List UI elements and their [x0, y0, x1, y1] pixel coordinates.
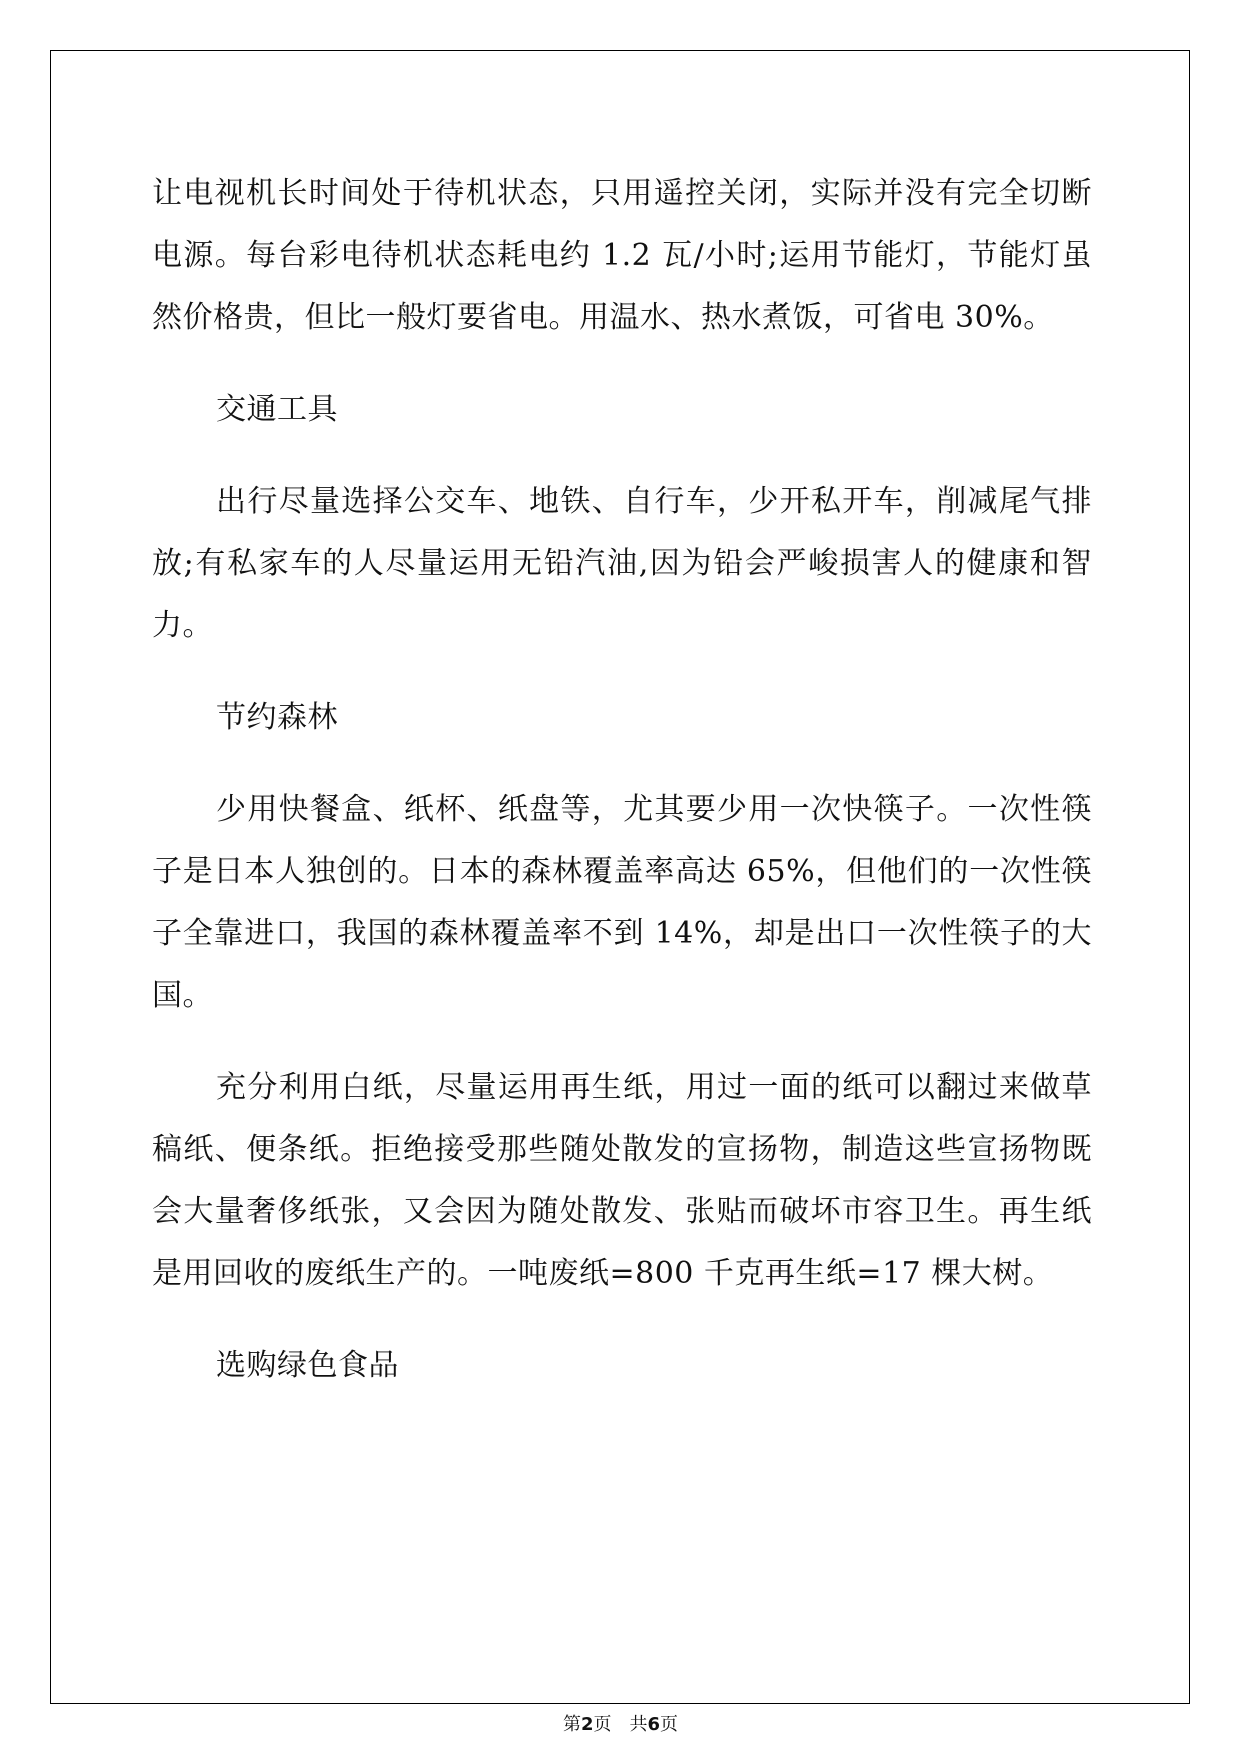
footer-suffix: 页	[660, 1714, 679, 1735]
paragraph-chopsticks: 少用快餐盒、纸杯、纸盘等，尤其要少用一次快筷子。一次性筷子是日本人独创的。日本的森林覆盖率高达 65%，但他们的一次性筷子全靠进口，我国的森林覆盖率不到 14%，却是出口一次性筷子的大国。	[152, 792, 1092, 1013]
paragraph-paper: 充分利用白纸，尽量运用再生纸，用过一面的纸可以翻过来做草稿纸、便条纸。拒绝接受那些随处散发的宣扬物，制造这些宣扬物既会大量奢侈纸张，又会因为随处散发、张贴而破坏市容卫生。再生纸是用回收的废纸生产的。一吨废纸=800 千克再生纸=17 棵大树。	[152, 1070, 1092, 1291]
total-page-number: 6	[647, 1714, 661, 1735]
section-heading-green-food: 选购绿色食品	[216, 1348, 399, 1383]
paragraph-transport: 出行尽量选择公交车、地铁、自行车，少开私开车，削减尾气排放;有私家车的人尽量运用无铅汽油,因为铅会严峻损害人的健康和智力。	[152, 484, 1092, 643]
footer-mid: 页 共	[593, 1714, 648, 1735]
section-heading-transport: 交通工具	[216, 392, 338, 427]
section-heading-forest: 节约森林	[216, 700, 338, 735]
current-page-number: 2	[580, 1714, 594, 1735]
document-body	[152, 163, 1092, 1397]
paragraph-electricity: 让电视机长时间处于待机状态，只用遥控关闭，实际并没有完全切断电源。每台彩电待机状态耗电约 1.2 瓦/小时;运用节能灯，节能灯虽然价格贵，但比一般灯要省电。用温水、热水煮饭，可省电 30%。	[152, 176, 1092, 335]
page-number-footer	[0, 1710, 1241, 1736]
footer-prefix: 第	[562, 1714, 581, 1735]
